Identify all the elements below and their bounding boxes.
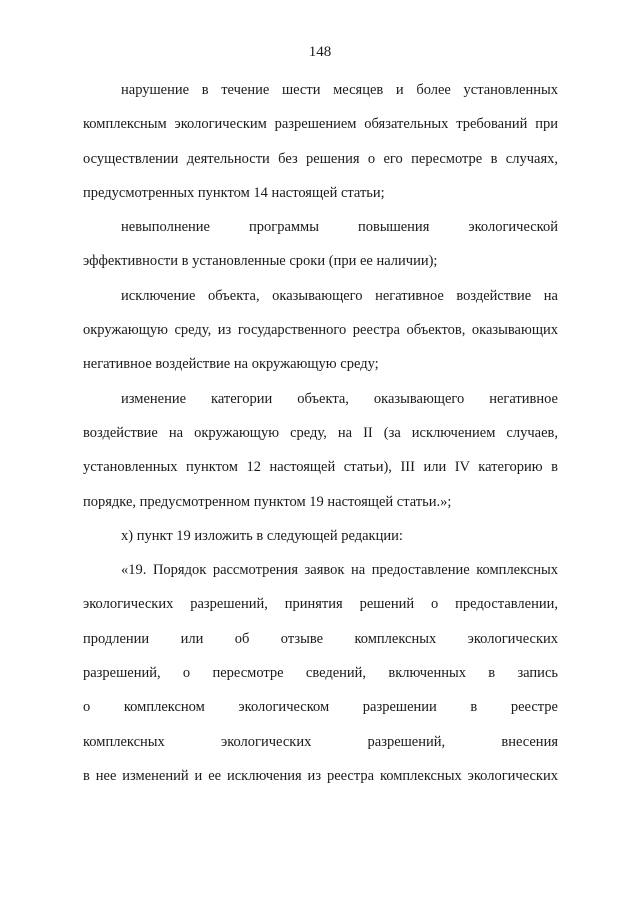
text-line: осуществлении деятельности без решения о его пересмотре в случаях, — [83, 150, 558, 167]
text-line: изменение категории объекта, оказывающего негативное — [121, 390, 558, 407]
text-line: экологических разрешений, принятия решений о предоставлении, — [83, 596, 558, 613]
text-line: комплексным экологическим разрешением обязательных требований при — [83, 116, 558, 133]
document-body — [83, 80, 558, 800]
text-line: комплексных экологических разрешений, внесения — [83, 733, 558, 750]
text-line: в нее изменений и ее исключения из реестра комплексных экологических — [83, 767, 558, 784]
text-line: порядке, предусмотренном пунктом 19 настоящей статьи.»; — [83, 493, 452, 510]
paragraph — [83, 560, 558, 800]
paragraph — [83, 526, 558, 560]
text-line: х) пункт 19 изложить в следующей редакции: — [121, 527, 403, 544]
text-line: воздействие на окружающую среду, на II (за исключением случаев, — [83, 424, 558, 441]
paragraph — [83, 389, 558, 526]
text-line: установленных пунктом 12 настоящей статьи), III или IV категорию в — [83, 459, 558, 476]
text-line: невыполнение программы повышения экологической — [121, 219, 558, 236]
text-line: предусмотренных пунктом 14 настоящей статьи; — [83, 184, 385, 201]
paragraph — [83, 286, 558, 389]
text-line: о комплексном экологическом разрешении в реестре — [83, 699, 558, 716]
text-line: нарушение в течение шести месяцев и более установленных — [121, 82, 558, 98]
text-line: окружающую среду, из государственного реестра объектов, оказывающих — [83, 322, 558, 339]
paragraph — [83, 80, 558, 217]
text-line: эффективности в установленные сроки (при ее наличии); — [83, 253, 438, 270]
paragraph — [83, 217, 558, 286]
text-line: «19. Порядок рассмотрения заявок на предоставление комплексных — [121, 562, 558, 579]
text-line: разрешений, о пересмотре сведений, включенных в запись — [83, 665, 558, 682]
text-line: негативное воздействие на окружающую среду; — [83, 356, 379, 373]
text-line: исключение объекта, оказывающего негативное воздействие на — [121, 287, 558, 304]
page-number: 148 — [308, 44, 332, 60]
text-line: продлении или об отзыве комплексных экологических — [83, 630, 558, 647]
